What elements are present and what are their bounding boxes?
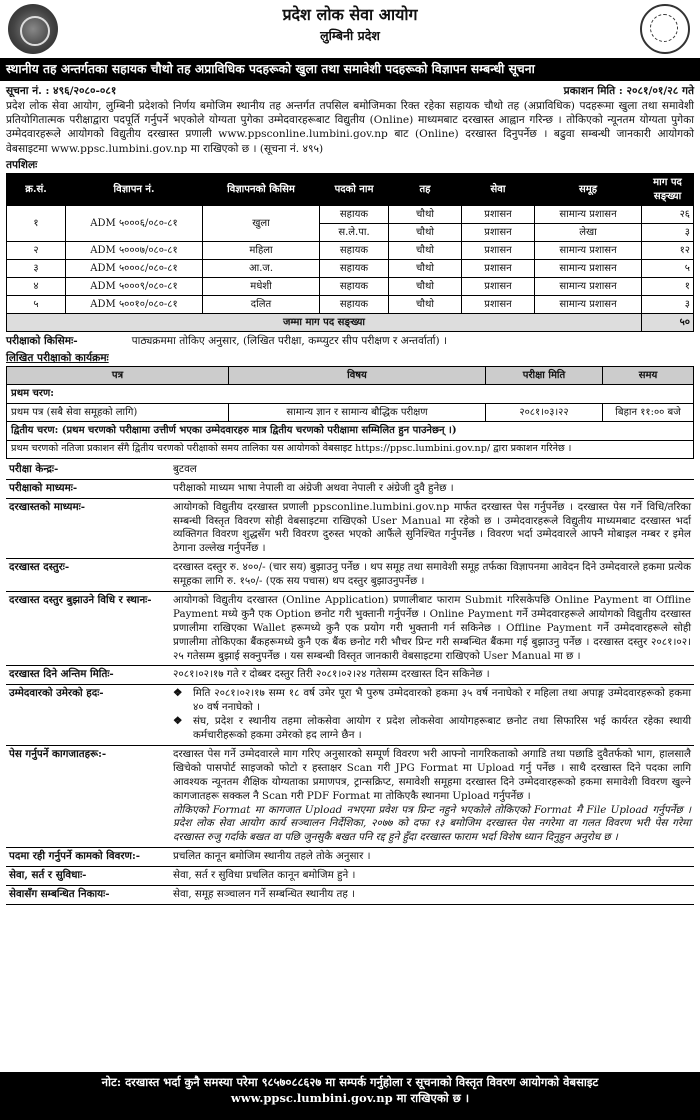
col-header: माग पद सङ्ख्या [642, 174, 694, 206]
province-subtitle: लुम्बिनी प्रदेश [320, 27, 380, 43]
cell-type: मधेशी [203, 278, 320, 296]
info-value: प्रचलित कानून बमोजिम स्थानीय तहले तोके अनुसार । [170, 848, 694, 867]
cell-group: लेखा [535, 224, 642, 242]
info-row [6, 848, 694, 867]
cell-time: बिहान ११:०० बजे [603, 403, 694, 422]
stage2-note: प्रथम चरणको नतिजा प्रकाशन सँगै द्वितीय चरणको परीक्षाको समय तालिका यस आयोगको वेबसाइट https://ppsc.lumbini.gov.np/ द्वारा प्रकाशन गरिनेछ । [7, 440, 694, 458]
info-row [6, 885, 694, 904]
cell-group: सामान्य प्रशासन [535, 242, 642, 260]
info-key: सेवासँग सम्बन्धित निकायः- [6, 885, 170, 904]
cell-adv: ADM ५०००७/०८०-८१ [66, 242, 203, 260]
info-value: आयोगको विद्युतीय दरखास्त (Online Application) प्रणालीबाट फाराम Submit गरिसकेपछि Online Payment वा Offline Payment मध्ये कुनै एक Option छनोट गरी भुक्तानी गर्नुपर्नेछ । Online Payment गर्ने उम्मेदवारहरूले आयोगको विद्युतीय दरखास्त प्रणालीमा राखिएका Wallet हरूमध्ये कुनै एक प्रयोग गरी भुक्तानी गर्न सकिनेछ । Offline Payment गर्ने उम्मेदवारहरूले सोही प्रणालीमा तोकिएका बैंकहरूमध्ये कुनै एक बैंक छनोट गरी भौचर प्रिन्ट गरी सम्बन्धित बैंकमा गई बुझाउनु पर्नेछ । दरखास्त दस्तुर २०८१।०२।२५ गतेसम्म बुझाई सक्नुपर्नेछ । यस सम्बन्धी विस्तृत जानकारी वेबसाइटमा राखिएको User Manual मा छ । [170, 592, 694, 666]
notice-banner: स्थानीय तह अन्तर्गतका सहायक चौथो तह अप्राविधिक पदहरूको खुला तथा समावेशी पदहरूको विज्ञापन सम्बन्धी सूचना [0, 58, 700, 81]
table-row [7, 278, 694, 296]
info-table [6, 461, 694, 905]
info-key: परीक्षा केन्द्रः- [6, 461, 170, 479]
table-row [7, 403, 694, 422]
info-value: २०८१।०२।१७ गते र दोब्बर दस्तुर तिरी २०८१।०२।२४ गतेसम्म दरखास्त दिन सकिनेछ । [170, 666, 694, 685]
age-item [173, 715, 691, 743]
col-header: तह [389, 174, 462, 206]
info-key: पदमा रही गर्नुपर्ने कामको विवरण:- [6, 848, 170, 867]
docs-text: दरखास्त पेस गर्ने उम्मेदवारले माग गरिए अनुसारको सम्पूर्ण विवरण भरी आफ्नो नागरिकताको अगाडि तथा पछाडि दुवैतर्फको भाग, हालसालै खिचेको पासपोर्ट साइजको फोटो र हस्ताक्षर Scan गरी JPG Format मा Upload गर्नु पर्नेछ । साथै दरखास्त दिने पदका लागि आवश्यक न्यूनतम शैक्षिक योग्यताका प्रमाणपत्र, ट्रान्सक्रिप्ट, समावेशी समूहमा दरखास्त दिने उम्मेदवारहरूको हकमा समावेशी विवरण खुल्ने कागजातहरू सक्कल नै Scan गरी PDF Format मा तोकिएकै स्थानमा Upload गर्नुपर्नेछ । [173, 747, 691, 802]
info-row-age [6, 685, 694, 746]
col-header: सेवा [462, 174, 535, 206]
stage2-note-row [7, 440, 694, 458]
cell-post: स.ले.पा. [320, 224, 389, 242]
cell-service: प्रशासन [462, 278, 535, 296]
stage1-label: प्रथम चरण: [7, 385, 694, 404]
exam-type-label: परीक्षाको किसिमः- [6, 335, 78, 348]
cell-post: सहायक [320, 278, 389, 296]
col-header: समूह [535, 174, 642, 206]
tapsil-label: तपशिलः [6, 159, 38, 172]
info-row [6, 498, 694, 559]
cell-level: चौथो [389, 206, 462, 224]
cell-group: सामान्य प्रशासन [535, 206, 642, 224]
cell-sn: १ [7, 206, 66, 242]
info-key: दरखास्त दस्तुर बुझाउने विधि र स्थानः- [6, 592, 170, 666]
docs-value [170, 745, 694, 847]
cell-count: ३ [642, 224, 694, 242]
info-key: दरखास्त दस्तुरः- [6, 559, 170, 592]
col-header: विषय [229, 366, 486, 385]
cell-group: सामान्य प्रशासन [535, 278, 642, 296]
notice-number: सूचना नं. : ४९६/२०८०-०८१ [6, 84, 117, 97]
cell-count: २६ [642, 206, 694, 224]
info-value: सेवा, सर्त र सुविधा प्रचलित कानून बमोजिम हुने । [170, 867, 694, 886]
info-row [6, 867, 694, 886]
info-row [6, 559, 694, 592]
age-item-text: मिति २०८१।०२।१७ सम्म १८ वर्ष उमेर पूरा भै पुरुष उम्मेदवारको हकमा ३५ वर्ष ननाघेको र महिला तथा अपाङ्ग उम्मेदवारहरूको हकमा ४० वर्ष ननाघेको । [193, 687, 691, 714]
col-header: समय [603, 366, 694, 385]
info-row [6, 666, 694, 685]
nepal-emblem-icon [8, 4, 58, 54]
publish-date: प्रकाशन मिति : २०८१/०१/२८ गते [563, 84, 694, 97]
cell-service: प्रशासन [462, 296, 535, 314]
cell-type: खुला [203, 206, 320, 242]
cell-count: १२ [642, 242, 694, 260]
cell-service: प्रशासन [462, 260, 535, 278]
header [0, 0, 700, 58]
cell-level: चौथो [389, 224, 462, 242]
cell-service: प्रशासन [462, 206, 535, 224]
total-label: जम्मा माग पद सङ्ख्या [7, 314, 642, 332]
schedule-header-row [7, 366, 694, 385]
cell-adv: ADM ५०००८/०८०-८१ [66, 260, 203, 278]
cell-date: २०८१।०३।२२ [486, 403, 603, 422]
cell-level: चौथो [389, 296, 462, 314]
stage1-row [7, 385, 694, 404]
exam-type-line [0, 332, 700, 350]
cell-count: ५ [642, 260, 694, 278]
cell-level: चौथो [389, 260, 462, 278]
commission-seal-icon [640, 4, 690, 54]
total-row [7, 314, 694, 332]
notice-meta [0, 81, 700, 99]
docs-italic-text: तोकिएको Format मा कागजात Upload नभएमा प्रवेश पत्र प्रिन्ट नहुने भएकोले तोकिएको Format मै File Upload गर्नुपर्नेछ । प्रदेश लोक सेवा आयोग कार्य सञ्चालन निर्देशिका, २०७७ को दफा १३ बमोजिम दरखास्त पेस नगरेमा वा गलत विवरण भरी पेस गरेमा दरखास्त रुजु गर्दाके बखत वा पछि जुनसुकै बखत पनि रद्द हुने हुँदा दरखास्त फाराम भर्दा विशेष ध्यान दिनुहुन अनुरोध छ । [173, 803, 691, 844]
cell-sn: २ [7, 242, 66, 260]
cell-sn: ५ [7, 296, 66, 314]
col-header: पदको नाम [320, 174, 389, 206]
info-value: बुटवल [170, 461, 694, 479]
cell-sn: ३ [7, 260, 66, 278]
cell-type: आ.ज. [203, 260, 320, 278]
vacancy-table [6, 173, 694, 332]
table-row [7, 206, 694, 224]
age-item-text: संघ, प्रदेश र स्थानीय तहमा लोकसेवा आयोग र प्रदेश लोकसेवा आयोगहरूबाट छनोट तथा सिफारिस भई कार्यरत रहेका स्थायी कर्मचारीहरूको हकमा उमेरको हद लाग्ने छैन । [193, 715, 691, 742]
cell-paper: प्रथम पत्र (सबै सेवा समूहको लागि) [7, 403, 229, 422]
cell-post: सहायक [320, 260, 389, 278]
cell-adv: ADM ५०००९/०८०-८१ [66, 278, 203, 296]
footer-line-1: नोट: दरखास्त भर्दा कुनै समस्या परेमा ९८५७०८८६२७ मा सम्पर्क गर्नुहोला र सूचनाको विस्तृत विवरण आयोगको वेबसाइट [101, 1075, 599, 1089]
info-row [6, 592, 694, 666]
table-row [7, 296, 694, 314]
cell-count: ३ [642, 296, 694, 314]
info-key: परीक्षाको माध्यमः- [6, 479, 170, 498]
stage2-row [7, 422, 694, 441]
bullet-icon: ❖ [173, 715, 183, 728]
table-row [7, 242, 694, 260]
info-value: सेवा, समूह सञ्चालन गर्ने सम्बन्धित स्थानीय तह । [170, 885, 694, 904]
table-row [7, 260, 694, 278]
col-header: विज्ञापनको किसिम [203, 174, 320, 206]
cell-group: सामान्य प्रशासन [535, 296, 642, 314]
schedule-label: लिखित परीक्षाको कार्यक्रमः [6, 351, 109, 364]
col-header: परीक्षा मिति [486, 366, 603, 385]
cell-post: सहायक [320, 296, 389, 314]
info-key: दरखास्त दिने अन्तिम मितिः- [6, 666, 170, 685]
commission-title: प्रदेश लोक सेवा आयोग [282, 5, 418, 24]
info-value: परीक्षाको माध्यम भाषा नेपाली वा अंग्रेजी अथवा नेपाली र अंग्रेजी दुवै हुनेछ । [170, 479, 694, 498]
cell-level: चौथो [389, 278, 462, 296]
cell-service: प्रशासन [462, 224, 535, 242]
cell-type: दलित [203, 296, 320, 314]
cell-service: प्रशासन [462, 242, 535, 260]
footer-note [0, 1072, 700, 1120]
info-row-docs [6, 745, 694, 847]
col-header: क्र.सं. [7, 174, 66, 206]
exam-type-value: पाठ्यक्रममा तोकिए अनुसार, (लिखित परीक्षा, कम्प्युटर सीप परीक्षण र अन्तर्वार्ता) । [131, 335, 447, 348]
col-header: विज्ञापन नं. [66, 174, 203, 206]
footer-line-2: www.ppsc.lumbini.gov.np मा राखिएको छ । [230, 1090, 470, 1105]
intro-paragraph: प्रदेश लोक सेवा आयोग, लुम्बिनी प्रदेशको निर्णय बमोजिम स्थानीय तह अन्तर्गत तपसिल बमोजिमका रिक्त रहेका सहायक चौथो तह (अप्राविधिक) पदहरूमा खुला तथा समावेशी प्रतियोगितात्मक परीक्षाद्वारा पदपूर्ति गर्नुपर्ने भएकोले योग्यता पुगेका उम्मेदवारहरूबाट विद्युतीय (Online) माध्यमबाट दरखास्त आह्वान गरिन्छ । तोकिएको न्यूनतम योग्यता पुगेका उम्मेदवारहरूले आयोगको विद्युतीय दरखास्त प्रणाली www.ppsconline.lumbini.gov.np बाट (Online) दरखास्त दिनुपर्नेछ । बढुवा सम्बन्धी जानकारी आयोगको वेबसाइटमा www.ppsc.lumbini.gov.np मा राखिएको छ । (सूचना नं. ४९५) [6, 99, 694, 155]
age-label: उम्मेदवारको उमेरको हदः- [6, 685, 170, 746]
total-count: ५० [642, 314, 694, 332]
docs-label: पेस गर्नुपर्ने कागजातहरू:- [6, 745, 170, 847]
schedule-table [6, 366, 694, 459]
info-row [6, 461, 694, 479]
age-item [173, 687, 691, 715]
cell-level: चौथो [389, 242, 462, 260]
cell-subject: सामान्य ज्ञान र सामान्य बौद्धिक परीक्षण [229, 403, 486, 422]
cell-post: सहायक [320, 206, 389, 224]
cell-group: सामान्य प्रशासन [535, 260, 642, 278]
cell-adv: ADM ५००१०/०८०-८१ [66, 296, 203, 314]
info-row [6, 479, 694, 498]
info-key: दरखास्तको माध्यमः- [6, 498, 170, 559]
cell-type: महिला [203, 242, 320, 260]
info-value: आयोगको विद्युतीय दरखास्त प्रणाली ppsconline.lumbini.gov.np मार्फत दरखास्त पेस गर्नुपर्नेछ । दरखास्त पेस गर्ने विधि/तरिका सम्बन्धी विस्तृत विवरण सोही वेबसाइटमा राखिएको User Manual मा रहेको छ । उम्मेदवारहरूले विद्युतीय माध्यमबाट दरखास्त भर्दा व्यक्तिगत विवरण शुद्धसँग भरी विवरण दुरुस्त भएको आफैंले सुनिश्चित गर्नुपर्नेछ । विवरण भर्दा उम्मेदवारले आफ्नै मोबाइल नम्बर र इमेल ठेगाना उल्लेख गर्नुपर्नेछ । [170, 498, 694, 559]
cell-adv: ADM ५०००६/०८०-८१ [66, 206, 203, 242]
cell-count: १ [642, 278, 694, 296]
col-header: पत्र [7, 366, 229, 385]
cell-post: सहायक [320, 242, 389, 260]
cell-sn: ४ [7, 278, 66, 296]
info-key: सेवा, सर्त र सुविधाः- [6, 867, 170, 886]
bullet-icon: ❖ [173, 687, 183, 700]
stage2-label: द्वितीय चरण: (प्रथम चरणको परीक्षामा उत्तीर्ण भएका उम्मेदवारहरु मात्र द्वितीय चरणको परीक्षामा सम्मिलित हुन पाउनेछन् ।) [7, 422, 694, 441]
vacancy-header-row [7, 174, 694, 206]
age-value [170, 685, 694, 746]
info-value: दरखास्त दस्तुर रु. ४००/- (चार सय) बुझाउनु पर्नेछ । थप समूह तथा समावेशी समूह तर्फका विज्ञापनमा आवेदन दिने उम्मेदवारले हकमा प्रत्येक समूहका लागि रु. १५०/- (एक सय पचास) थप दस्तुर बुझाउनुपर्नेछ । [170, 559, 694, 592]
